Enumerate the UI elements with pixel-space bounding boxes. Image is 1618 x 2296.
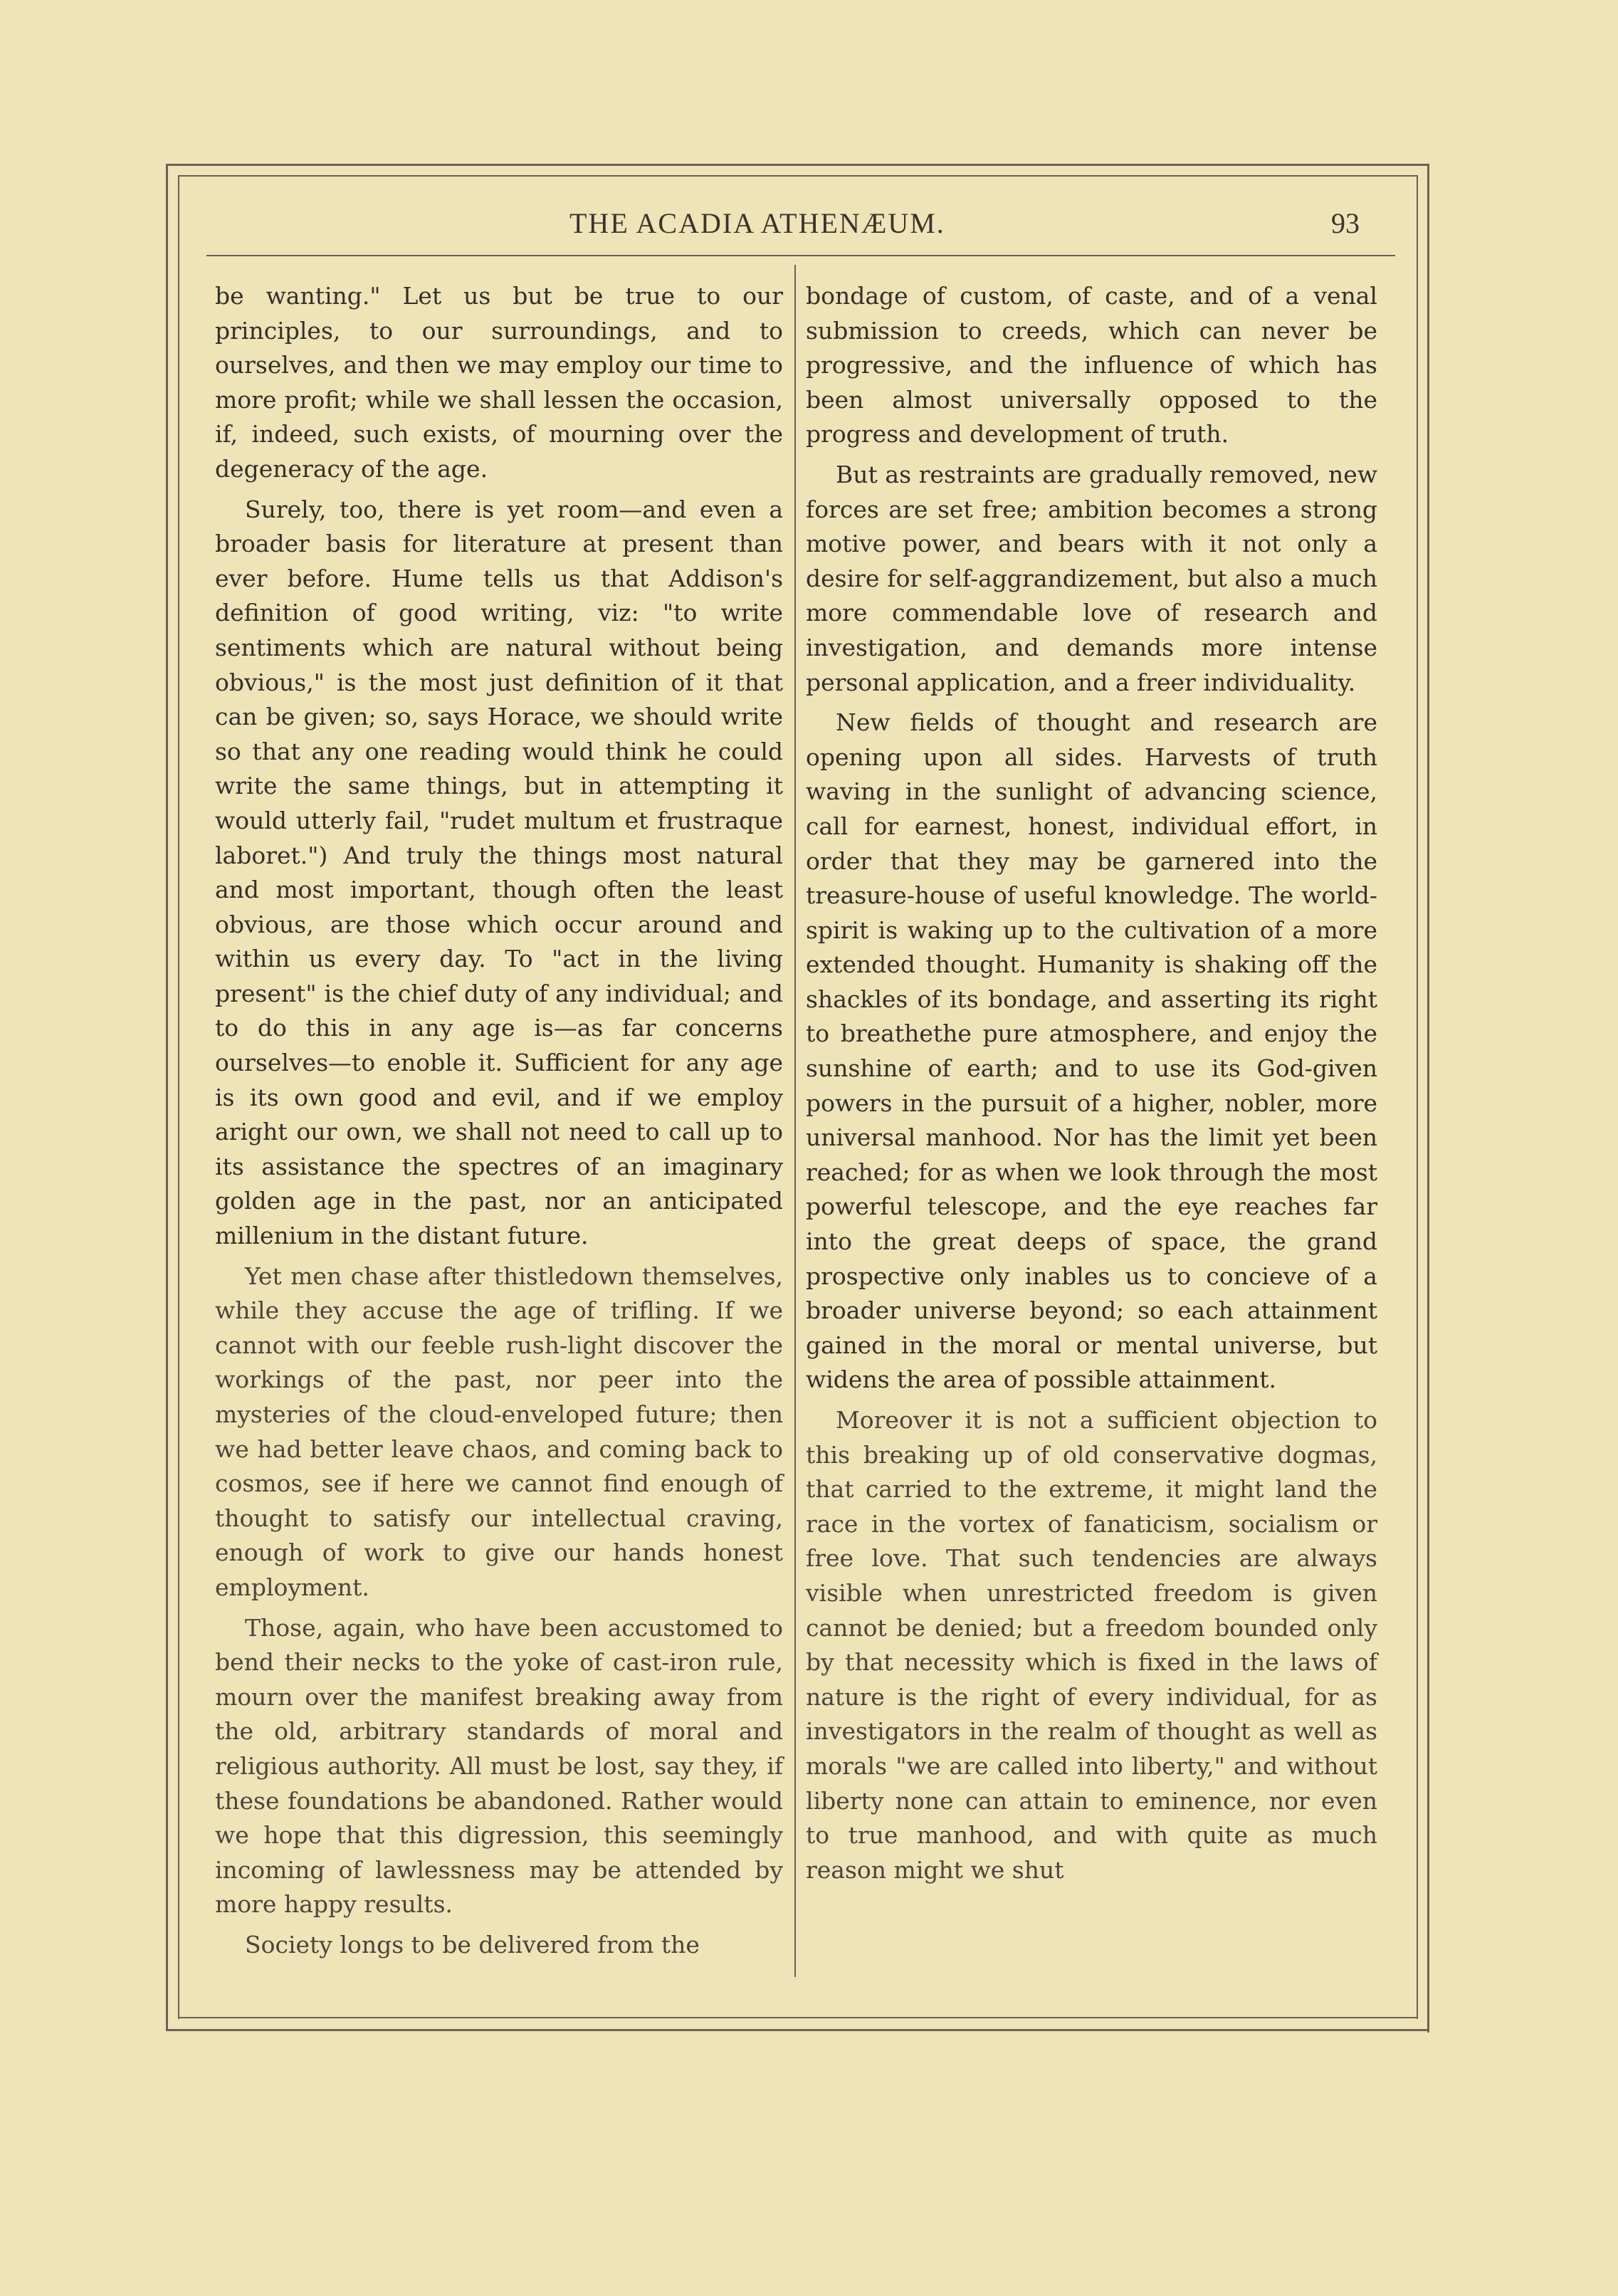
frame-bottom-rule-inner (178, 2017, 1418, 2018)
frame-right-rule-outer (1427, 164, 1429, 2033)
paragraph: New fields of thought and research are opening upon all sides. Harvests of truth waving in the sunlight of advancing science, call for earnest, honest, individual effort, in order that they may be garnered into the treasure-house of useful knowledge. The world-spirit is waking up to the cultivation of a more extended thought. Humanity is shaking off the shackles of its bondage, and asserting its right to breathethe pure atmosphere, and enjoy the sunshine of earth; and to use its God-given powers in the pursuit of a higher, nobler, more universal manhood. Nor has the limit yet been reached; for as when we look through the most powerful telescope, and the eye reaches far into the great deeps of space, the grand prospective only inables us to concieve of a broader universe beyond; so each attainment gained in the moral or mental universe, but widens the area of possible attainment. (806, 708, 1377, 1394)
right-column (806, 279, 1377, 1893)
paragraph: But as restraints are gradually removed, new forces are set free; ambition becomes a strong motive power, and bears with it not only a desire for self-aggrandizement, but also a much more commendable love of research and investigation, and demands more intense personal application, and a freer individuality. (806, 460, 1377, 696)
frame-left-rule-outer (166, 164, 168, 2030)
page-header (0, 206, 1386, 249)
paragraph: be wanting." Let us but be true to our principles, to our surroundings, and to ourselves, and then we may employ our time to more profit; while we shall lessen the occasion, if, indeed, such exists, of mourning over the degeneracy of the age. (215, 282, 783, 483)
running-title: THE ACADIA ATHENÆUM. (569, 207, 945, 239)
frame-top-rule-inner (178, 175, 1418, 177)
paragraph: Yet men chase after thistledown themselves, while they accuse the age of trifling. If we cannot with our feeble rush-light discover the workings of the past, nor peer into the mysteries of the cloud-enveloped future; then we had better leave chaos, and coming back to cosmos, see if here we cannot find enough of thought to satisfy our intellectual craving, enough of work to give our hands honest employment. (215, 1262, 783, 1601)
header-rule (206, 255, 1395, 256)
paragraph: Moreover it is not a sufficient objection to this breaking up of old conservative dogmas, that carried to the extreme, it might land the race in the vortex of fanaticism, socialism or free love. That such tendencies are always visible when unrestricted freedom is given cannot be denied; but a freedom bounded only by that necessity which is fixed in the laws of nature is the right of every individual, for as investigators in the realm of thought as well as morals "we are called into liberty," and without liberty none can attain to eminence, nor even to true manhood, and with quite as much reason might we shut (806, 1406, 1377, 1884)
frame-right-rule-inner (1417, 175, 1418, 2019)
paragraph: Surely, too, there is yet room—and even a broader basis for literature at present than ever before. Hume tells us that Addison's definition of good writing, viz: "to write sentiments which are natural without being obvious," is the most just definition of it that can be given; so, says Horace, we should write so that any one reading would think he could write the same things, but in attempting it would utterly fail, "rudet multum et frustraque laboret.") And truly the things most natural and most important, though often the least obvious, are those which occur around and within us every day. To "act in the living present" is the chief duty of any individual; and to do this in any age is—as far concerns ourselves—to enoble it. Sufficient for any age is its own good and evil, and if we employ aright our own, we shall not need to call up to its assistance the spectres of an imaginary golden age in the past, nor an anticipated millenium in the distant future. (215, 495, 783, 1250)
paragraph: Those, again, who have been accustomed to bend their necks to the yoke of cast-iron rule, mourn over the manifest breaking away from the old, arbitrary standards of moral and religious authority. All must be lost, say they, if these foundations be abandoned. Rather would we hope that this digression, this seemingly incoming of lawlessness may be attended by more happy results. (215, 1613, 783, 1919)
page-number: 93 (1331, 207, 1360, 239)
left-column (215, 279, 783, 1969)
frame-left-rule-inner (178, 175, 179, 2019)
frame-bottom-rule-outer (166, 2029, 1429, 2031)
frame-top-rule-outer (166, 164, 1429, 166)
paragraph: Society longs to be delivered from the (245, 1930, 700, 1959)
paragraph: bondage of custom, of caste, and of a venal submission to creeds, which can never be progressive, and the influence of which has been almost universally opposed to the progress and development of truth. (806, 282, 1377, 449)
column-divider (794, 265, 796, 1977)
